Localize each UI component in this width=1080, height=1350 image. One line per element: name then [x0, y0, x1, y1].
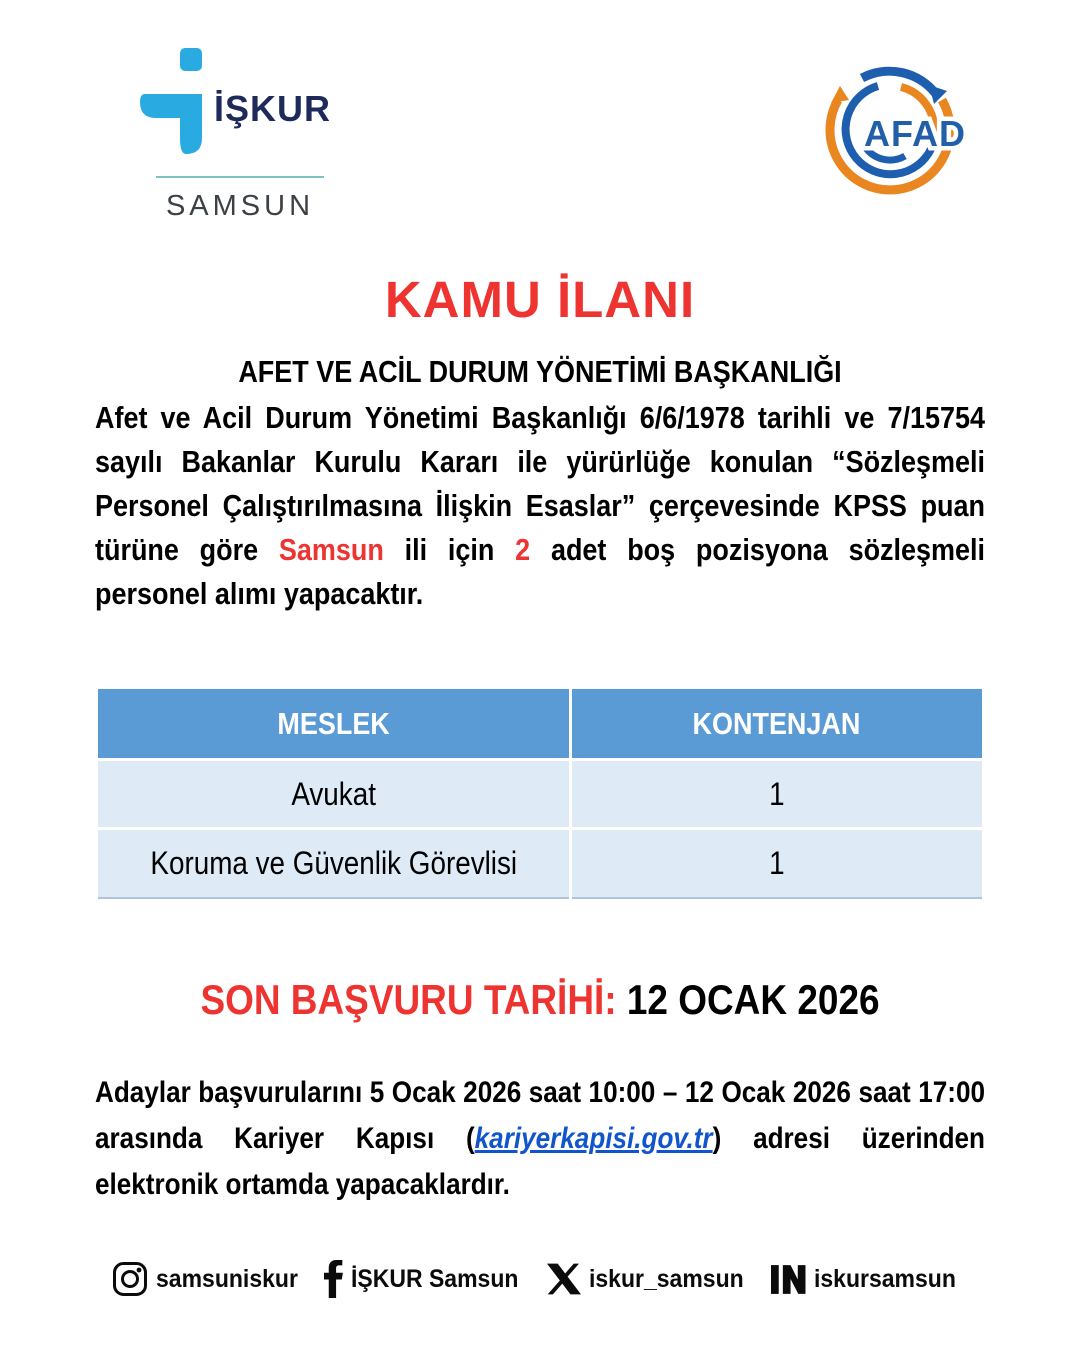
afad-swirl-icon [818, 58, 998, 213]
table-row [97, 829, 984, 898]
social-handle: iskur_samsun [588, 1264, 744, 1293]
deadline-label: SON BAŞVURU TARİHİ: [200, 976, 627, 1023]
intro-text: ili için [383, 532, 516, 567]
column-header-kontenjan: KONTENJAN [570, 688, 983, 760]
intro-text: adet boş pozisyona sözleşmeli personel alımı yapacaktır. [95, 532, 986, 611]
social-item-facebook [324, 1260, 533, 1298]
social-item-x [547, 1262, 757, 1296]
instagram-icon [112, 1261, 148, 1297]
intro-count-highlight: 2 [515, 532, 531, 567]
iskur-divider [156, 176, 324, 178]
nsosyal-icon [771, 1265, 806, 1294]
page-title: KAMU İLANI [384, 271, 696, 328]
iskur-i-icon [140, 48, 202, 155]
social-item-nsosyal [771, 1265, 968, 1294]
iskur-region-label: SAMSUN [165, 190, 315, 222]
application-text: ) adresi üzerinden elektronik ortamda yapacaklardır. [95, 1122, 986, 1201]
application-paragraph [95, 1070, 985, 1208]
intro-city-highlight: Samsun [278, 532, 384, 567]
table-header-row [97, 688, 984, 760]
intro-paragraph [95, 396, 985, 616]
x-icon [547, 1262, 581, 1296]
afad-logo [818, 58, 998, 213]
social-footer [0, 1260, 1080, 1298]
social-handle: samsuniskur [155, 1264, 298, 1293]
profession-cell: Avukat [97, 760, 571, 829]
iskur-logo [140, 48, 400, 233]
kariyerkapisi-link[interactable]: kariyerkapisi.gov.tr [474, 1122, 713, 1155]
profession-cell: Koruma ve Güvenlik Görevlisi [97, 829, 571, 898]
positions-table [95, 686, 985, 899]
iskur-wordmark: İŞKUR [214, 88, 332, 129]
agency-subtitle: AFET VE ACİL DURUM YÖNETİMİ BAŞKANLIĞI [238, 354, 842, 389]
deadline-date: 12 OCAK 2026 [626, 976, 880, 1023]
facebook-icon [324, 1260, 343, 1298]
table-row [97, 760, 984, 829]
intro-text: Afet ve Acil Durum Yönetimi Başkanlığı 6/6/1978 tarihli ve 7/15754 sayılı Bakanlar Kurulu Kararı ile yürürlüğe konulan “Sözleşmeli Personel Çalıştırılmasına İlişkin Esaslar” çerçevesinde KPSS puan türüne göre [95, 400, 986, 567]
social-item-instagram [112, 1261, 310, 1297]
deadline-line [65, 976, 1015, 1024]
quota-cell: 1 [570, 760, 983, 829]
social-handle: iskursamsun [814, 1264, 956, 1293]
social-handle: İŞKUR Samsun [350, 1264, 519, 1293]
column-header-meslek: MESLEK [97, 688, 571, 760]
quota-cell: 1 [570, 829, 983, 898]
afad-wordmark: AFAD [864, 113, 966, 154]
application-text: Adaylar başvurularını 5 Ocak 2026 saat 10:00 – 12 Ocak 2026 saat 17:00 arasında Kariyer Kapısı ( [95, 1076, 986, 1155]
